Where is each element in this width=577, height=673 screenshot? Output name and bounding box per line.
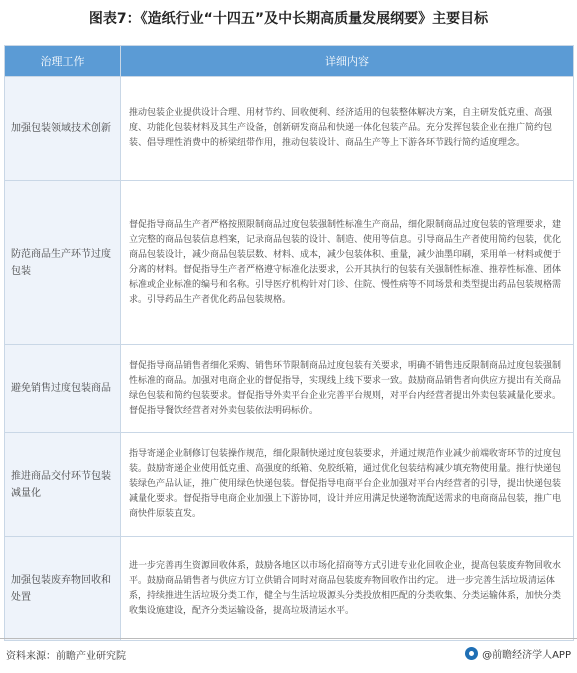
figure-title: 图表7：《造纸行业“十四五”及中长期高质量发展纲要》主要目标	[88, 11, 489, 27]
row-content: 进一步完善再生资源回收体系，鼓励各地区以市场化招商等方式引进专业化回收企业，提高包装废弃物回收水平。鼓励商品销售者与供应方订立供销合同时对商品包装废弃物回收作出约定。 进一步完善生活垃圾清运体系，持续推进生活垃圾分类工作，健全与生活垃圾源头分类投放相匹配的分类收集、分类运输体系，加快分类收集设施建设，配齐分类运输设备，提高垃圾清运水平。	[121, 537, 574, 641]
brand-mark	[465, 646, 571, 661]
goals-table	[4, 45, 574, 641]
table-row	[5, 433, 574, 537]
row-content: 推动包装企业提供设计合理、用材节约、回收便利、经济适用的包装整体解决方案，自主研发低克重、高强度、功能化包装材料及其生产设备，创新研发商品和快递一体化包装产品。充分发挥包装企业在推广简约包装、倡导理性消费中的桥梁纽带作用，推动包装设计、商品生产等上下游各环节践行简约适度理念。	[121, 77, 574, 181]
row-label: 防范商品生产环节过度包装	[5, 181, 121, 345]
row-label: 推进商品交付环节包装减量化	[5, 433, 121, 537]
row-label: 避免销售过度包装商品	[5, 345, 121, 433]
brand-label: @前瞻经济学人APP	[482, 650, 571, 661]
row-content: 督促指导商品销售者细化采购、销售环节限制商品过度包装有关要求，明确不销售违反限制商品过度包装强制性标准的商品。加强对电商企业的督促指导，实现线上线下要求一致。鼓励商品销售者向供应方提出有关商品绿色包装和简约包装要求。督促指导外卖平台企业完善平台规则，对平台内经营者提出外卖包装减量化要求。督促指导餐饮经营者对外卖包装依法明码标价。	[121, 345, 574, 433]
table-header-row	[5, 46, 574, 77]
row-label: 加强包装领域技术创新	[5, 77, 121, 181]
column-header-detail: 详细内容	[121, 46, 574, 77]
table-row	[5, 537, 574, 641]
source-note: 资料来源：前瞻产业研究院	[6, 651, 126, 662]
row-label: 加强包装废弃物回收和处置	[5, 537, 121, 641]
footer-bar	[0, 638, 577, 673]
column-header-task: 治理工作	[5, 46, 121, 77]
table-row	[5, 181, 574, 345]
row-content: 督促指导商品生产者严格按照限制商品过度包装强制性标准生产商品，细化限制商品过度包装的管理要求，建立完整的商品包装信息档案，记录商品包装的设计、制造、使用等信息。引导商品生产者使用简约包装，优化商品包装设计，减少商品包装层数、材料、成本，减少包装体积、重量，减少油墨印刷，采用单一材料或便于分离的材料。督促指导生产者严格遵守标准化法要求，公开其执行的包装有关强制性标准、推荐性标准、团体标准或企业标准的编号和名称。引导医疗机构针对门诊、住院、慢性病等不同场景和类型提出药品包装规格需求。引导药品生产者优化药品包装规格。	[121, 181, 574, 345]
table-row	[5, 77, 574, 181]
row-content: 指导寄递企业制修订包装操作规范，细化限制快递过度包装要求，并通过规范作业减少前端收寄环节的过度包装。鼓励寄递企业使用低克重、高强度的纸箱、免胶纸箱，通过优化包装结构减少填充物使用量。推行快递包装绿色产品认证，推广使用绿色快递包装。督促指导电商平台企业加强对平台内经营者的引导，提出快递包装减量化要求。督促指导电商企业加强上下游协同，设计并应用满足快递物流配送需求的电商商品包装，推广电商快件原装直发。	[121, 433, 574, 537]
table-row	[5, 345, 574, 433]
app-logo-icon	[465, 647, 478, 660]
